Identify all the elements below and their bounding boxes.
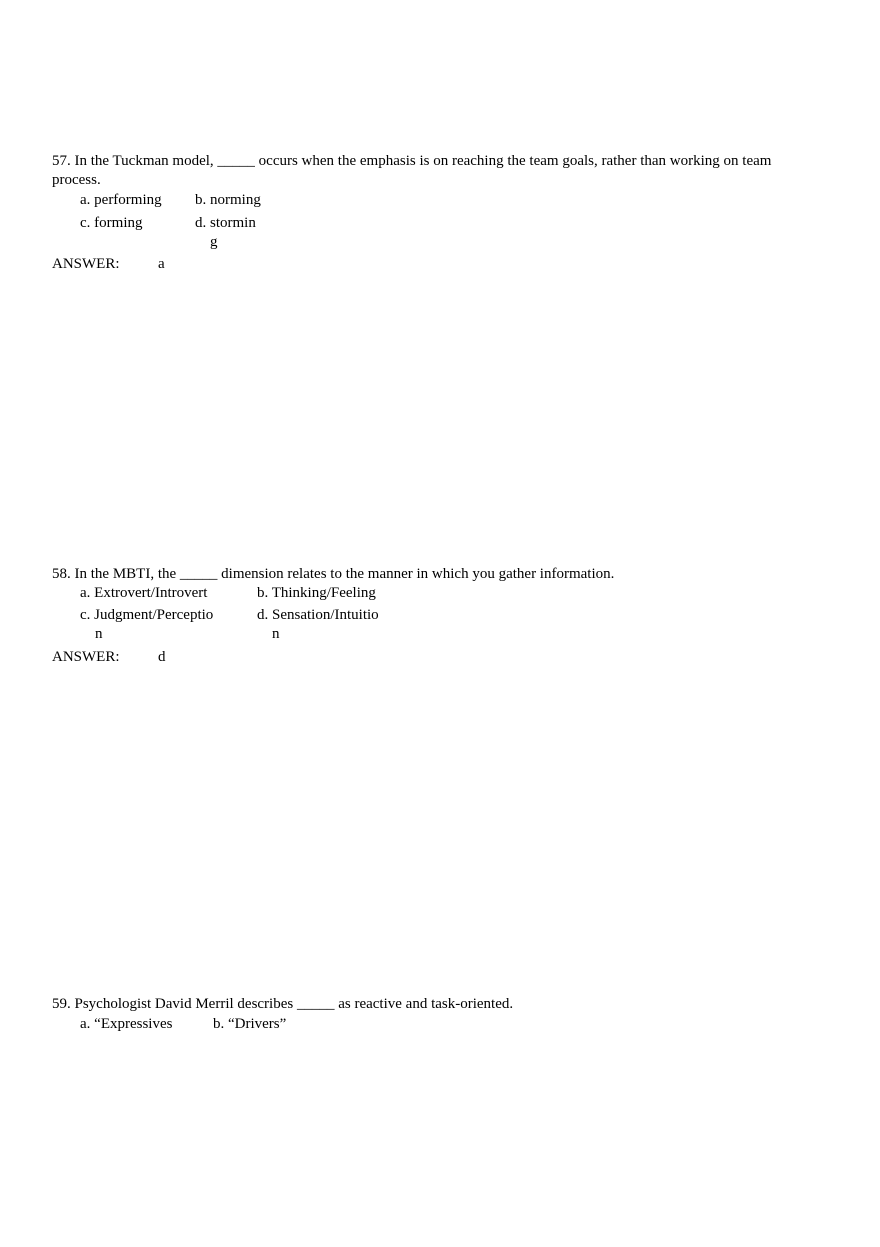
option-d-line1: d. Sensation/Intuitio [257, 607, 379, 623]
option-d [195, 214, 256, 252]
option-d-line2: g [210, 234, 218, 250]
option-a: a. performing [80, 192, 162, 208]
option-d-line1: d. stormin [195, 215, 256, 231]
question-number: 57. [52, 153, 71, 169]
option-c: c. forming [80, 215, 143, 231]
question-number: 59. [52, 996, 71, 1012]
option-b: b. “Drivers” [213, 1016, 287, 1032]
option-c-line2: n [95, 626, 103, 642]
option-a: a. Extrovert/Introvert [80, 585, 208, 601]
option-c [80, 606, 213, 644]
answer-value: a [158, 256, 165, 272]
answer-value: d [158, 649, 166, 665]
question-stem-line1 [52, 995, 513, 1014]
question-text: In the MBTI, the _____ dimension relates to the manner in which you gather information. [74, 566, 615, 582]
answer-label: ANSWER: [52, 256, 120, 272]
option-b: b. norming [195, 192, 261, 208]
question-text: Psychologist David Merril describes _____ as reactive and task-oriented. [74, 996, 514, 1012]
question-stem-line1 [52, 565, 614, 584]
option-b: b. Thinking/Feeling [257, 585, 376, 601]
question-stem-line2: process. [52, 172, 101, 188]
question-text: In the Tuckman model, _____ occurs when the emphasis is on reaching the team goals, rather than working on team [74, 153, 772, 169]
option-a: a. “Expressives [80, 1016, 173, 1032]
question-number: 58. [52, 566, 71, 582]
option-d-line2: n [272, 626, 280, 642]
answer-label: ANSWER: [52, 649, 120, 665]
option-d [257, 606, 379, 644]
question-stem-line1 [52, 152, 771, 171]
option-c-line1: c. Judgment/Perceptio [80, 607, 214, 623]
